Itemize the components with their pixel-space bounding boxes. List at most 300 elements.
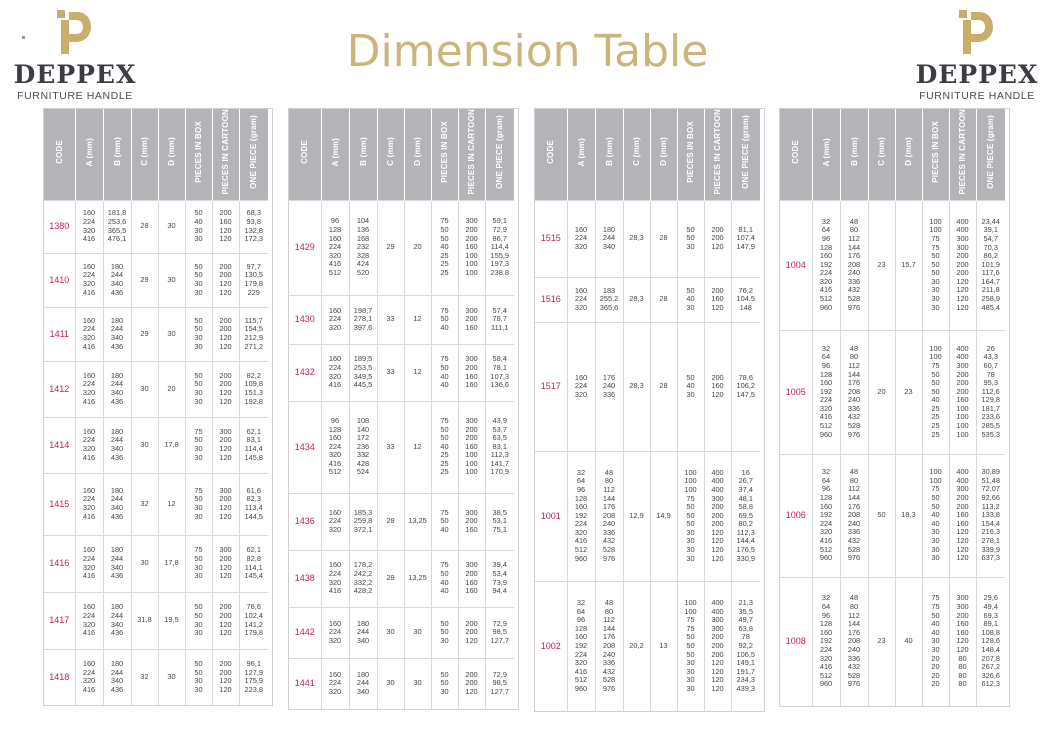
product-code: 1005	[780, 330, 812, 454]
cell-value: 29,6	[983, 593, 998, 603]
cell-value: 200	[219, 494, 232, 504]
column-header	[75, 109, 103, 200]
cell-value: 320	[328, 450, 342, 460]
cell-box-values	[677, 581, 704, 711]
cell-d-value: 23	[895, 330, 922, 454]
cell-value: 224	[819, 518, 833, 528]
table-row	[44, 473, 268, 535]
cell-value: 50	[686, 519, 695, 529]
cell-value: 25	[440, 450, 449, 460]
cell-value: 50	[440, 678, 449, 688]
cell-value: 40	[440, 577, 449, 587]
cell-value: 30	[686, 683, 695, 693]
product-code: 1416	[44, 535, 75, 592]
cell-value: 130,5	[244, 270, 263, 280]
cell-b-values	[103, 361, 131, 417]
cell-d-value: 30	[158, 649, 185, 705]
column-header	[321, 109, 349, 200]
cell-value: 180	[110, 315, 124, 325]
cell-value: 200	[465, 669, 478, 679]
cell-value: 200	[956, 369, 969, 379]
cell-value: 114,1	[244, 562, 263, 572]
cell-value: 192	[819, 386, 833, 396]
cell-value: 960	[819, 679, 833, 689]
cell-d-value: 20	[158, 361, 185, 417]
cell-value: 200	[465, 433, 478, 443]
cell-value: 200	[465, 225, 478, 235]
cell-a-values	[321, 200, 349, 295]
cell-carton-values	[704, 581, 731, 711]
cell-value: 50	[440, 618, 449, 628]
cell-value: 180	[110, 426, 124, 436]
cell-value: 40	[686, 381, 695, 391]
cell-value: 50	[686, 233, 695, 243]
cell-value: 120	[711, 553, 724, 563]
column-header	[185, 109, 212, 200]
cell-value: 439,3	[736, 683, 755, 693]
table-row	[289, 401, 514, 493]
cell-value: 25	[931, 412, 940, 422]
cell-value: 300	[465, 354, 478, 364]
cell-box-values	[922, 577, 949, 706]
cell-value: 349,5	[353, 371, 373, 381]
cell-value: 78,1	[492, 362, 507, 372]
cell-value: 78,7	[492, 314, 507, 324]
table-row	[289, 550, 514, 607]
product-code: 1515	[535, 200, 567, 277]
cell-value: 128	[574, 493, 588, 503]
cell-carton-values	[212, 417, 239, 473]
cell-value: 224	[574, 233, 588, 243]
cell-value: 40	[440, 380, 449, 390]
cell-value: 53,1	[492, 516, 507, 526]
cell-value: 26,7	[738, 476, 753, 486]
cell-value: 416	[328, 259, 342, 269]
cell-value: 50	[931, 610, 940, 620]
cell-value: 240	[847, 645, 861, 655]
cell-d-value: 30	[158, 253, 185, 307]
cell-c-value: 29	[131, 307, 158, 361]
cell-b-values	[103, 200, 131, 253]
cell-value: 120	[219, 503, 232, 512]
cell-value: 20	[931, 670, 940, 680]
cell-value: 200	[711, 502, 724, 512]
cell-value: 320	[328, 250, 342, 260]
cell-value: 200	[711, 510, 724, 520]
cell-value: 25	[440, 250, 449, 260]
cell-value: 75	[440, 354, 449, 364]
cell-c-value: 50	[868, 454, 895, 577]
product-code: 1434	[289, 401, 321, 493]
cell-value: 50	[686, 285, 695, 295]
cell-value: 92,66	[981, 493, 1000, 503]
cell-value: 400	[711, 606, 724, 616]
cell-carton-values	[212, 535, 239, 592]
cell-a-values	[321, 658, 349, 709]
cell-value: 224	[82, 379, 96, 389]
cell-value: 300	[956, 242, 969, 252]
cell-value: 75,1	[492, 524, 507, 534]
cell-c-value: 32	[131, 649, 158, 705]
column-header-label: PIECES IN CARTOON	[958, 109, 967, 195]
cell-carton-values	[949, 454, 976, 577]
cell-value: 100	[929, 467, 942, 477]
cell-value: 340	[110, 503, 124, 512]
cell-value: 40	[440, 441, 449, 451]
product-code: 1380	[44, 200, 75, 253]
column-header	[623, 109, 650, 200]
cell-value: 63,8	[738, 623, 753, 633]
column-header-label: B (mm)	[112, 137, 122, 167]
cell-value: 26	[986, 343, 995, 353]
cell-value: 224	[82, 610, 96, 620]
cell-value: 30	[194, 628, 203, 638]
cell-value: 400	[956, 352, 969, 362]
cell-value: 50	[931, 268, 940, 278]
cell-a-values	[75, 361, 103, 417]
cell-value: 244	[110, 667, 124, 677]
cell-gram-values	[731, 277, 760, 322]
cell-value: 512	[574, 675, 588, 685]
product-code: 1517	[535, 322, 567, 451]
cell-value: 336	[847, 276, 861, 286]
product-code: 1436	[289, 493, 321, 550]
cell-b-values	[595, 322, 623, 451]
cell-value: 976	[847, 429, 861, 439]
cell-value: 160	[574, 632, 588, 642]
cell-box-values	[677, 451, 704, 581]
cell-value: 320	[82, 562, 96, 572]
cell-value: 365,6	[599, 302, 619, 312]
column-header	[158, 109, 185, 200]
cell-value: 240	[602, 519, 616, 529]
cell-value: 120	[219, 287, 232, 297]
cell-box-values	[185, 473, 212, 535]
cell-value: 43,3	[983, 352, 998, 362]
cell-value: 78,6	[738, 372, 753, 382]
cell-carton-values	[212, 253, 239, 307]
cell-value: 300	[956, 233, 969, 243]
cell-value: 50	[194, 659, 203, 669]
cell-value: 100	[465, 458, 478, 468]
cell-value: 320	[82, 676, 96, 686]
cell-value: 224	[82, 270, 96, 280]
cell-d-value: 28	[650, 277, 677, 322]
cell-c-value: 29	[131, 253, 158, 307]
cell-value: 72,9	[492, 225, 507, 235]
cell-value: 50	[194, 435, 203, 445]
cell-value: 30	[931, 294, 940, 304]
cell-value: 76,6	[246, 602, 261, 612]
cell-value: 96,1	[246, 659, 261, 669]
cell-d-value: 19,5	[158, 592, 185, 649]
cell-value: 133,8	[981, 510, 1000, 520]
cell-value: 160	[711, 294, 724, 304]
cell-b-values	[840, 577, 868, 706]
cell-value: 128	[819, 242, 833, 252]
cell-value: 255,2	[599, 294, 619, 304]
cell-gram-values	[239, 307, 268, 361]
cell-value: 976	[847, 679, 861, 689]
cell-value: 224	[82, 216, 96, 226]
cell-value: 176	[602, 632, 616, 642]
cell-value: 120	[219, 279, 232, 288]
cell-b-values	[349, 493, 377, 550]
cell-value: 30	[686, 536, 695, 546]
cell-value: 80	[958, 653, 967, 663]
cell-value: 180	[356, 618, 370, 628]
column-header-label: ONE PIECE (gram)	[986, 114, 996, 189]
cell-value: 127,7	[490, 687, 509, 697]
cell-value: 233,6	[981, 412, 1000, 422]
cell-value: 100	[929, 343, 942, 353]
cell-value: 120	[219, 571, 232, 581]
cell-value: 80	[604, 476, 614, 486]
cell-d-value: 18,3	[895, 454, 922, 577]
cell-value: 30	[194, 562, 203, 572]
cell-value: 82,2	[246, 370, 261, 380]
cell-gram-values	[239, 417, 268, 473]
cell-value: 612,3	[981, 679, 1000, 689]
cell-value: 30	[194, 388, 203, 397]
cell-gram-values	[239, 361, 268, 417]
cell-value: 80	[604, 606, 614, 616]
cell-box-values	[185, 307, 212, 361]
cell-value: 232	[356, 242, 370, 252]
cell-value: 200	[465, 618, 478, 628]
cell-value: 100	[929, 225, 942, 235]
cell-value: 23,44	[981, 216, 1000, 226]
cell-value: 147,5	[736, 389, 755, 399]
dimension-table-panel-3	[534, 108, 765, 712]
cell-value: 180	[110, 485, 124, 495]
cell-value: 120	[711, 658, 724, 668]
cell-value: 120	[219, 388, 232, 397]
cell-carton-values	[458, 658, 485, 709]
cell-value: 30	[194, 511, 203, 521]
cell-a-values	[321, 493, 349, 550]
cell-value: 180	[602, 224, 616, 234]
cell-value: 50	[194, 315, 203, 325]
cell-box-values	[922, 454, 949, 577]
cell-value: 336	[602, 527, 616, 537]
table-row	[44, 361, 268, 417]
table-row	[535, 451, 760, 581]
cell-c-value: 30	[377, 658, 404, 709]
cell-value: 200	[956, 268, 969, 278]
product-code: 1410	[44, 253, 75, 307]
column-header-label: D (mm)	[167, 137, 176, 167]
cell-value: 80	[958, 662, 967, 672]
cell-value: 128	[819, 369, 833, 379]
cell-value: 200	[711, 285, 724, 295]
cell-value: 50	[440, 362, 449, 372]
cell-a-values	[75, 307, 103, 361]
cell-value: 432	[847, 412, 861, 422]
cell-value: 39,1	[983, 225, 998, 235]
cell-value: 160	[956, 518, 969, 528]
cell-value: 200	[956, 386, 969, 396]
cell-value: 332	[356, 450, 370, 460]
cell-value: 320	[574, 527, 588, 537]
cell-value: 114,4	[490, 242, 509, 252]
cell-value: 200	[219, 370, 232, 380]
cell-value: 240	[847, 395, 861, 405]
cell-value: 320	[328, 524, 342, 534]
cell-value: 160	[328, 560, 342, 570]
cell-a-values	[75, 649, 103, 705]
cell-value: 160	[82, 659, 96, 669]
column-header-label: PIECES IN CARTOON	[713, 109, 722, 195]
table-row	[289, 200, 514, 295]
cell-carton-values	[704, 200, 731, 277]
cell-value: 320	[82, 388, 96, 397]
cell-c-value: 20	[868, 330, 895, 454]
cell-value: 176	[847, 251, 861, 261]
cell-value: 170,9	[490, 467, 509, 477]
cell-value: 432	[847, 535, 861, 545]
cell-gram-values	[239, 592, 268, 649]
cell-d-value: 12	[404, 295, 431, 344]
cell-value: 30	[194, 225, 203, 235]
cell-value: 160	[956, 627, 969, 637]
table-row	[44, 649, 268, 705]
cell-value: 200	[465, 314, 478, 324]
cell-value: 148	[739, 302, 752, 312]
cell-value: 240	[602, 381, 616, 391]
cell-value: 82,3	[246, 494, 261, 504]
cell-value: 108	[356, 415, 370, 425]
cell-value: 244	[356, 627, 370, 637]
cell-b-values	[349, 344, 377, 401]
cell-value: 106,2	[736, 381, 755, 391]
cell-value: 30	[194, 444, 203, 453]
cell-value: 524	[356, 467, 370, 477]
cell-value: 144	[847, 242, 861, 252]
cell-value: 53,7	[492, 424, 507, 434]
cell-a-values	[812, 454, 840, 577]
cell-value: 528	[847, 544, 861, 554]
cell-c-value: 23	[868, 577, 895, 706]
cell-c-value: 29	[377, 493, 404, 550]
cell-value: 108,8	[981, 627, 1000, 637]
cell-value: 40	[440, 524, 449, 534]
cell-value: 960	[574, 683, 588, 693]
cell-value: 208	[602, 510, 616, 520]
cell-value: 75	[194, 485, 203, 495]
cell-value: 117,6	[981, 268, 1000, 278]
cell-carton-values	[949, 577, 976, 706]
cell-value: 50	[194, 553, 203, 563]
cell-value: 176	[847, 378, 861, 388]
cell-value: 155,9	[490, 250, 509, 260]
cell-value: 20	[931, 662, 940, 672]
cell-value: 416	[819, 285, 833, 295]
cell-value: 128	[328, 424, 342, 434]
cell-value: 30	[931, 302, 940, 312]
cell-value: 50	[931, 378, 940, 388]
cell-value: 200	[711, 649, 724, 659]
cell-a-values	[75, 253, 103, 307]
cell-value: 200	[219, 602, 232, 612]
cell-value: 112	[848, 233, 860, 243]
cell-value: 512	[328, 267, 342, 277]
cell-value: 224	[328, 568, 342, 578]
cell-a-values	[567, 451, 595, 581]
cell-value: 120	[956, 285, 969, 295]
cell-value: 160	[328, 305, 342, 315]
cell-value: 320	[574, 302, 588, 312]
cell-value: 224	[328, 242, 342, 252]
cell-value: 160	[328, 354, 342, 364]
cell-value: 80	[958, 679, 967, 689]
cell-c-value: 23	[868, 200, 895, 330]
column-header-label: PIECES IN CARTOON	[221, 109, 230, 195]
cell-value: 200	[711, 640, 724, 650]
cell-value: 100	[684, 484, 697, 494]
cell-value: 244	[110, 435, 124, 445]
cell-value: 176,5	[736, 545, 755, 555]
cell-d-value: 12	[158, 473, 185, 535]
cell-value: 96	[576, 484, 586, 494]
cell-value: 300	[711, 623, 724, 633]
cell-value: 320	[328, 687, 342, 697]
cell-value: 185,3	[353, 507, 373, 517]
cell-c-value: 33	[377, 401, 404, 493]
cell-value: 80	[849, 475, 859, 485]
cell-value: 192	[819, 259, 833, 269]
cell-value: 25	[931, 403, 940, 413]
cell-value: 120	[219, 562, 232, 572]
cell-value: 160	[82, 602, 96, 612]
cell-value: 25	[440, 467, 449, 477]
cell-value: 200	[956, 501, 969, 511]
column-header-label: B (mm)	[849, 137, 859, 167]
cell-value: 211,8	[981, 285, 1000, 295]
cell-b-values	[103, 592, 131, 649]
cell-carton-values	[704, 277, 731, 322]
cell-value: 30	[194, 619, 203, 629]
column-header	[44, 109, 75, 200]
cell-value: 416	[819, 535, 833, 545]
cell-value: 240	[847, 518, 861, 528]
cell-value: 40	[440, 371, 449, 381]
cell-value: 520	[356, 267, 370, 277]
cell-value: 200	[956, 259, 969, 269]
table-header-row	[44, 109, 268, 200]
cell-value: 397,6	[353, 322, 373, 332]
cell-value: 104,5	[736, 294, 755, 304]
cell-value: 180	[356, 669, 370, 679]
cell-value: 320	[82, 225, 96, 235]
cell-value: 160	[711, 381, 724, 391]
cell-value: 320	[574, 658, 588, 668]
cell-value: 75	[686, 615, 695, 625]
cell-b-values	[840, 454, 868, 577]
cell-value: 62,1	[246, 545, 261, 555]
cell-value: 160	[465, 441, 478, 451]
cell-d-value: 20	[404, 200, 431, 295]
cell-value: 300	[956, 593, 969, 603]
cell-value: 340	[110, 444, 124, 453]
cell-a-values	[567, 322, 595, 451]
cell-d-value: 17,8	[158, 535, 185, 592]
cell-value: 300	[219, 485, 232, 495]
cell-a-values	[567, 200, 595, 277]
cell-value: 160	[465, 524, 478, 534]
cell-value: 144,4	[736, 536, 755, 546]
cell-value: 151,3	[244, 388, 263, 397]
